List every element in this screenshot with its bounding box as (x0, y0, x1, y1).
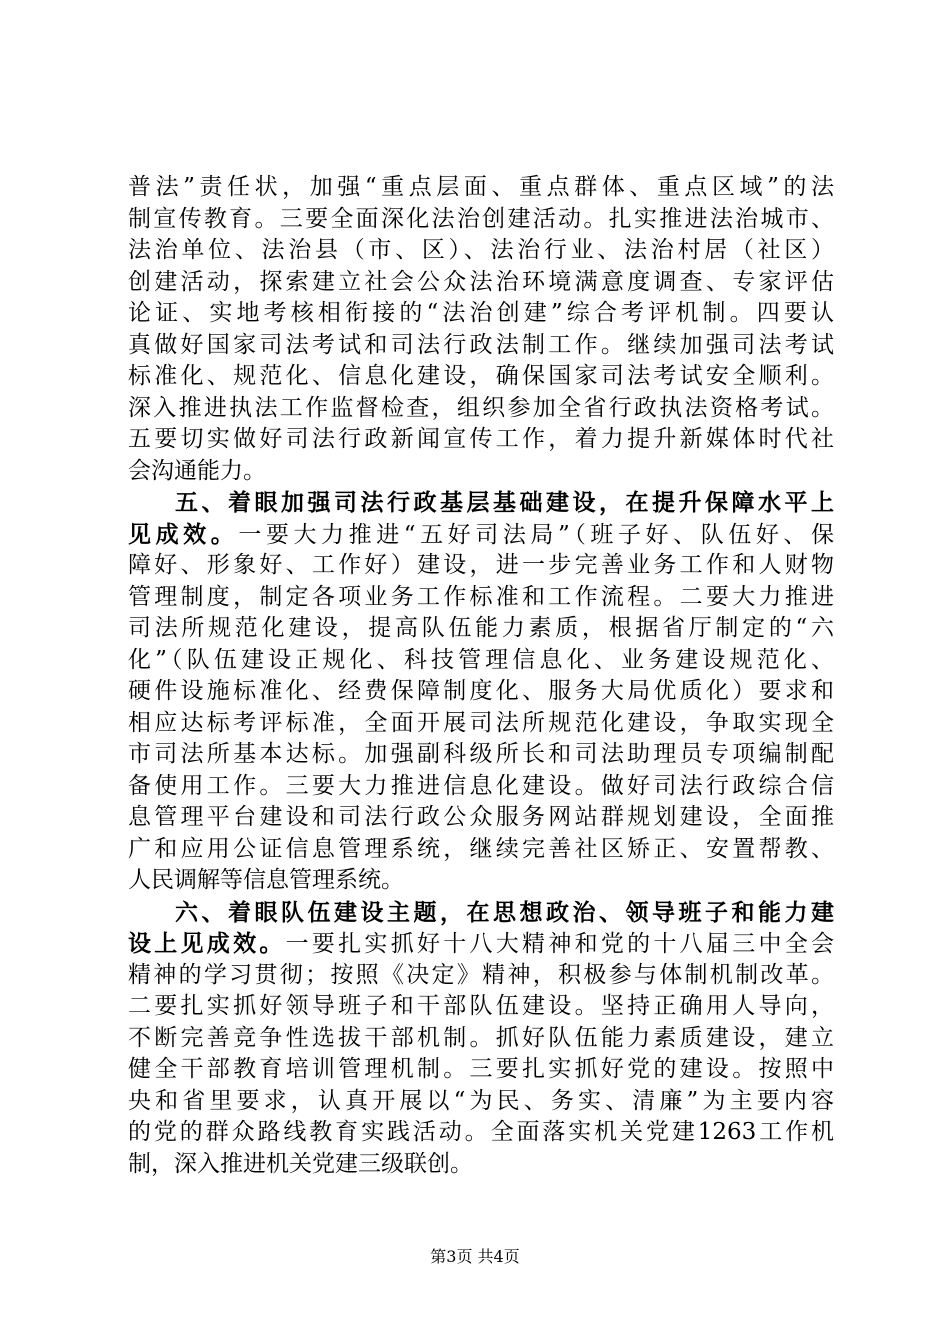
text-line: 制，深入推进机关党建三级联创。 (128, 1150, 473, 1177)
text-line: 不断完善竞争性选拔干部机制。抓好队伍能力素质建设，建立 (128, 1024, 834, 1051)
text-line: 广和应用公证信息管理系统，继续完善社区矫正、安置帮教、 (128, 835, 834, 862)
text-line: 创建活动，探索建立社会公众法治环境满意度调查、专家评估 (128, 268, 834, 295)
text-line: 制宣传教育。三要全面深化法治创建活动。扎实推进法治城市、 (128, 205, 834, 232)
text-line: 的党的群众路线教育实践活动。全面落实机关党建1263工作机 (128, 1119, 834, 1145)
text-line: 备使用工作。三要大力推进信息化建设。做好司法行政综合信 (128, 772, 834, 799)
text-line: 会沟通能力。 (128, 457, 266, 484)
text-line: 论证、实地考核相衔接的“法治创建”综合考评机制。四要认 (128, 300, 834, 326)
text-line: 管理制度，制定各项业务工作标准和工作流程。二要大力推进 (128, 583, 834, 610)
paragraph-2 (128, 487, 834, 897)
text-span: 一要大力推进“五好司法局”（班子好、队伍好、保 (238, 521, 834, 548)
document-page (128, 172, 834, 1180)
text-line: 相应达标考评标准，全面开展司法所规范化建设，争取实现全 (128, 709, 834, 736)
text-line: 精神的学习贯彻；按照《决定》精神，积极参与体制机制改革。 (128, 961, 834, 988)
text-line: 二要扎实抓好领导班子和干部队伍建设。坚持正确用人导向， (128, 993, 834, 1019)
text-line: 障好、形象好、工作好）建设，进一步完善业务工作和人财物 (128, 552, 834, 578)
text-line: 法治单位、法治县（市、区）、法治行业、法治村居（社区） (128, 237, 834, 263)
text-line: 真做好国家司法考试和司法行政法制工作。继续加强司法考试 (128, 331, 834, 358)
text-line (128, 928, 834, 960)
text-line: 人民调解等信息管理系统。 (128, 867, 404, 893)
text-line: 市司法所基本达标。加强副科级所长和司法助理员专项编制配 (128, 741, 834, 767)
text-line: 司法所规范化建设，提高队伍能力素质，根据省厅制定的“六 (128, 615, 834, 641)
section-heading: 六、着眼队伍建设主题，在思想政治、领导班子和能力建 (175, 898, 834, 926)
paragraph-3 (128, 897, 834, 1181)
section-heading-tail: 设上见成效。 (128, 930, 286, 957)
text-line: 健全干部教育培训管理机制。三要扎实抓好党的建设。按照中 (128, 1056, 834, 1082)
text-line: 深入推进执法工作监督检查，组织参加全省行政执法资格考试。 (128, 394, 834, 421)
text-line: 硬件设施标准化、经费保障制度化、服务大局优质化）要求和 (128, 678, 834, 704)
page-footer: 第3页 共4页 (430, 1247, 520, 1266)
text-line (128, 519, 834, 551)
section-heading: 五、着眼加强司法行政基层基础建设，在提升保障水平上 (175, 489, 834, 516)
paragraph-1 (128, 172, 834, 487)
text-line: 五要切实做好司法行政新闻宣传工作，着力提升新媒体时代社 (128, 426, 834, 452)
text-line: 标准化、规范化、信息化建设，确保国家司法考试安全顺利。 (128, 363, 834, 389)
section-heading-tail: 见成效。 (128, 520, 239, 548)
text-line: 息管理平台建设和司法行政公众服务网站群规划建设，全面推 (128, 804, 834, 830)
text-line: 普法”责任状，加强“重点层面、重点群体、重点区域”的法 (128, 174, 834, 200)
text-line: 化”（队伍建设正规化、科技管理信息化、业务建设规范化、 (128, 646, 834, 673)
text-line: 央和省里要求，认真开展以“为民、务实、清廉”为主要内容 (128, 1087, 834, 1114)
text-span: 一要扎实抓好十八大精神和党的十八届三中全会 (285, 931, 834, 957)
